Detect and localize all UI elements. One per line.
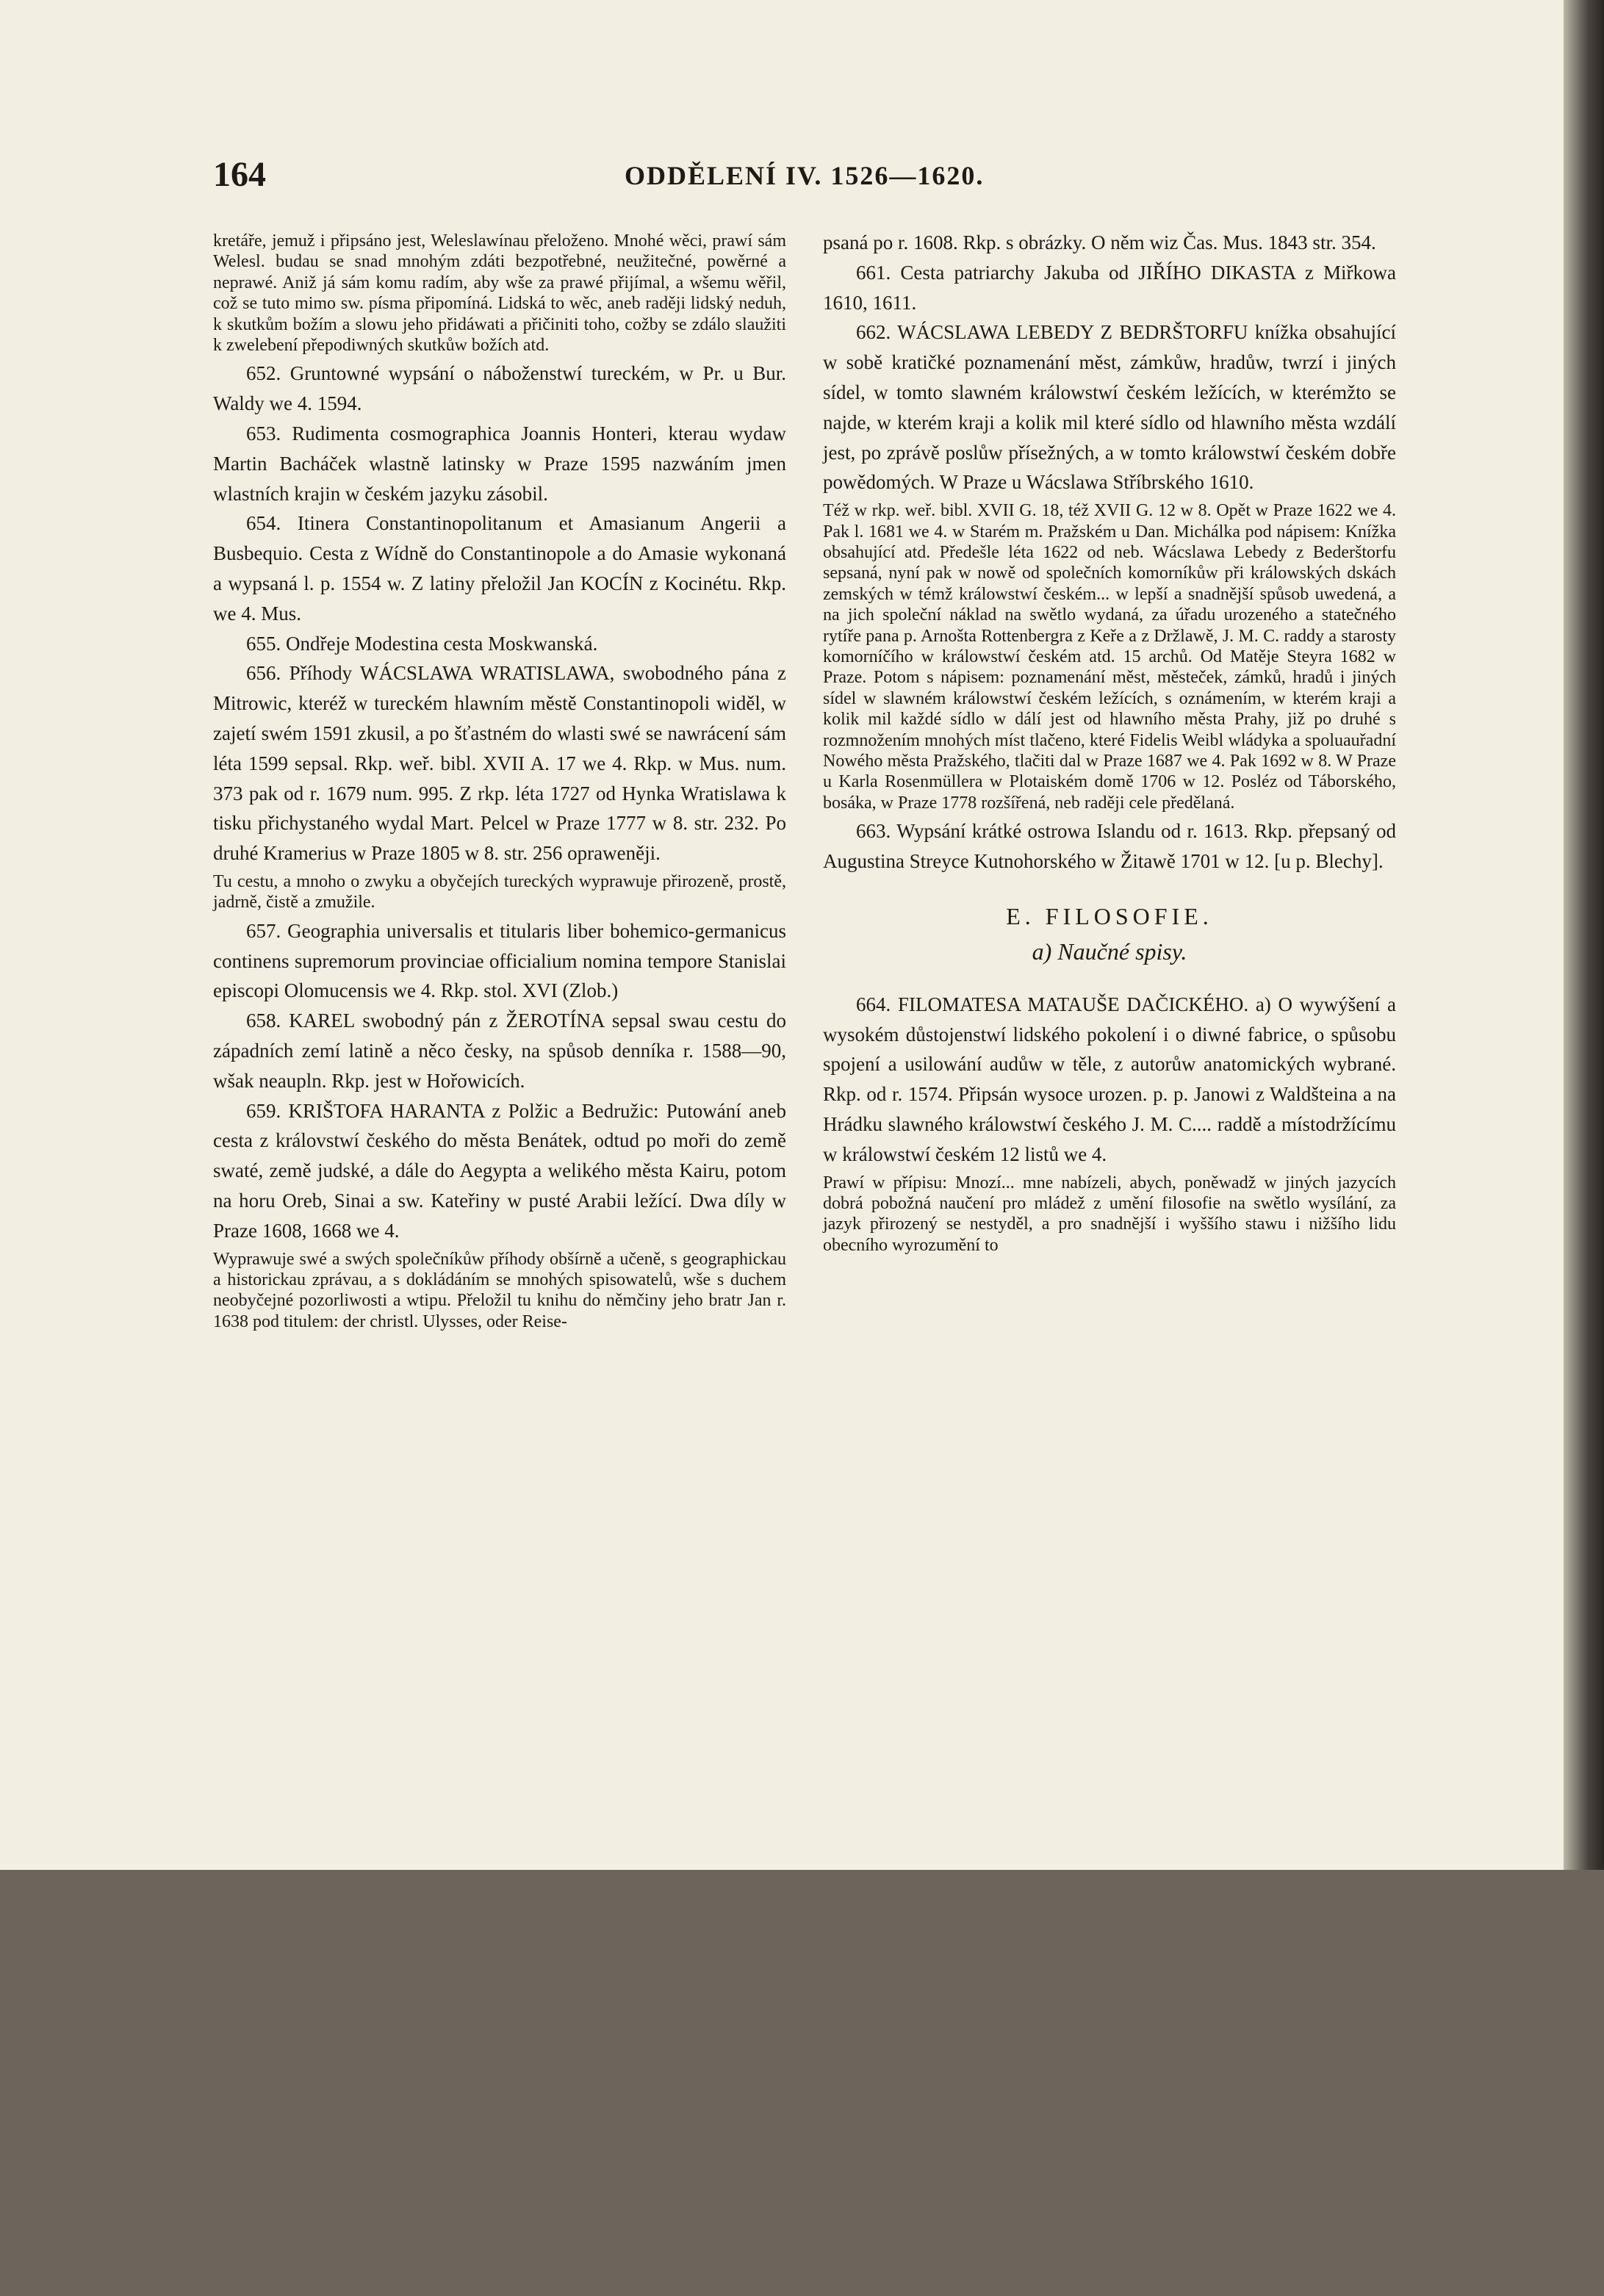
subsection-heading: a) Naučné spisy. (1032, 938, 1187, 965)
running-title: ODDĚLENÍ IV. 1526—1620. (625, 161, 985, 190)
entry-653: 653. Rudimenta cosmographica Joannis Honteri, kterau wydaw Martin Bacháček wlastně latinsky w Praze 1595 nazwáním jmen wlastních krajin w českém jazyku zásobil. (213, 422, 786, 505)
continuation-text: psaná po r. 1608. Rkp. s obrázky. O něm wiz Čas. Mus. 1843 str. 354. (823, 231, 1376, 253)
entry-652: 652. Gruntowné wypsání o náboženstwí tureckém, w Pr. u Bur. Waldy we 4. 1594. (213, 362, 786, 415)
entry-661: 661. Cesta patriarchy Jakuba od JIŘÍHO DIKASTA z Miřkowa 1610, 1611. (823, 261, 1396, 314)
note-659: Wyprawuje swé a swých společníkůw příhody obšírně a učeně, s geographickau a historickau zprávau, a s dokládáním se mnohých spisowatelů, wše s duchem neobyčejné pozorliwosti a wtipu. Přeložil tu knihu do němčiny jeho bratr Jan r. 1638 pod titulem: der christl. Ulysses, oder Reise- (213, 1249, 786, 1331)
entry-656: 656. Příhody WÁCSLAWA WRATISLAWA, swobodného pána z Mitrowic, kteréž w tureckém hlawním městě Constantinopoli widěl, w zajetí swém 1591 zkusil, a po šťastném do wlasti swé se nawrácení sám léta 1599 sepsal. Rkp. weř. bibl. XVII A. 17 we 4. Rkp. w Mus. num. 373 pak od r. 1679 num. 995. Z rkp. léta 1727 od Hynka Wratislawa k tisku přichystaného wydal Mart. Pelcel w Praze 1777 w 8. str. 232. Po druhé Kramerius w Praze 1805 w 8. str. 256 opraweněji. (213, 662, 786, 865)
note-664: Prawí w přípisu: Mnozí... mne nabízeli, abych, poněwadž w jiných jazycích dobrá pobožná naučení pro mládež z umění filosofie na swětlo wysílání, za jazyk přirozený se nestyděl, a pro snadnější i wyššího stawu i nižšího lidu obecního wyrozumění to (823, 1173, 1396, 1255)
right-column (823, 228, 1396, 1259)
entry-663: 663. Wypsání krátké ostrowa Islandu od r. 1613. Rkp. přepsaný od Augustina Streyce Kutnohorského w Žitawě 1701 w 12. [u p. Blechy]. (823, 820, 1396, 873)
scan-background (0, 1870, 1604, 2296)
section-heading: E. FILOSOFIE. (1006, 902, 1213, 929)
entry-658: 658. KAREL swobodný pán z ŽEROTÍNA sepsal swau cestu do západních zemí latině a něco česky, na spůsob denníka r. 1588—90, wšak neaupln. Rkp. jest w Hořowicích. (213, 1010, 786, 1092)
text-block: kretáře, jemuž i připsáno jest, Weleslawínau přeloženo. Mnohé wěci, prawí sám Welesl. budau se snad mnohým zdáti bezpotřebné, neužitečné, powěrné a neprawé. Aniž já sám komu radím, aby wše za prawé přijímal, a wšemu wěřil, což se tuto mimo sw. písma připomíná. Lidská to wěc, aneb raději lidský neduh, k skutkům božím a slowu jeho přidáwati a přičiniti toho, cožby se zdálo slaužiti k zwelebení přepodiwných skutkůw božích atd. (213, 231, 786, 356)
entry-655: 655. Ondřeje Modestina cesta Moskwanská. (246, 632, 598, 655)
note-656: Tu cestu, a mnoho o zwyku a obyčejích tureckých wyprawuje přirozeně, prostě, jadrně, čistě a zmužile. (213, 871, 786, 913)
entry-654: 654. Itinera Constantinopolitanum et Amasianum Angerii a Busbequio. Cesta z Wídně do Constantinopole a do Amasie wykonaná a wypsaná l. p. 1554 w. Z latiny přeložil Jan KOCÍN z Kocinétu. Rkp. we 4. Mus. (213, 512, 786, 625)
entry-664: 664. FILOMATESA MATAUŠE DAČICKÉHO. a) O wywýšení a wysokém důstojenstwí lidského pokolení i o diwné fabrice, o spůsobu spojení a usilowání audůw w těle, z autorůw anatomických wybrané. Rkp. od r. 1574. Připsán wysoce urozen. p. p. Janowi z Waldšteina a na Hrádku slawného králowstwí českého J. M. C.... raddě a místodržícímu w králowstwí českém 12 listů we 4. (823, 993, 1396, 1165)
page-edge-shadow (1564, 0, 1604, 1870)
left-column (213, 228, 786, 1335)
page-number: 164 (213, 155, 266, 194)
note-662: Též w rkp. weř. bibl. XVII G. 18, též XVII G. 12 w 8. Opět w Praze 1622 we 4. Pak l. 1681 we 4. w Starém m. Pražském u Dan. Michálka pod nápisem: Knížka obsahující atd. Předešle léta 1622 od neb. Wácslawa Lebedy z Bederštorfu sepsaná, nyní pak w nowě od společních komorníkůw při králowských dskách zemských w témž králowstwí českém... w lepší a snadnější spůsob uwedená, a na jich společní náklad na swětlo wydaná, za úřadu urozeného a statečného rytíře pana p. Arnošta Rottenbergra z Keře a z Držlawě, J. M. C. raddy a starosty komorníčího w králowstwí českém atd. 15 archů. Od Matěje Steyra 1682 w Praze. Potom s nápisem: poznamenání měst, městeček, zámků, hradů i jiných sídel w slawném králowstwí českém ležících, s oznámením, w kterém kraji a kolik mil každé sídlo w dálí jest od hlawního města Prahy, již po druhé s rozmnožením mnohých míst tlačeno, které Fidelis Weibl wládyka a spoluauřadní Nowého města Pražského, tlačiti dal w Praze 1687 we 4. Pak 1692 w 8. W Praze u Karla Rosenmüllera w Plotaiském domě 1706 w 12. Posléz od Táborského, bosáka, w Praze 1778 rozšířená, neb raději cele předělaná. (823, 501, 1396, 813)
entry-662: 662. WÁCSLAWA LEBEDY Z BEDRŠTORFU knížka obsahující w sobě kratičké poznamenání měst, zámkůw, hradůw, twrzí i jiných sídel, w tomto slawném králowstwí českém ležících, w kterémžto se najde, w kterém kraji a kolik mil které sídlo od hlawního města wzdálí jest, po zprávě poslůw přísežných, a w tomto králowstwí českém dobře powědomých. W Praze u Wácslawa Stříbrského 1610. (823, 321, 1396, 494)
page-header (213, 154, 1389, 198)
entry-659: 659. KRIŠTOFA HARANTA z Polžic a Bedružic: Putowání aneb cesta z královstwí českého do města Benátek, odtud po moři do země swaté, země judské, a dále do Aegypta a welikého města Kairu, potom na horu Oreb, Sinai a sw. Kateřiny w pusté Arabii ležící. Dwa díly w Praze 1608, 1668 we 4. (213, 1099, 786, 1242)
entry-657: 657. Geographia universalis et titularis liber bohemico-germanicus continens supremorum provinciae officialium nomina tempore Stanislai episcopi Olomucensis we 4. Rkp. stol. XVI (Zlob.) (213, 919, 786, 1002)
